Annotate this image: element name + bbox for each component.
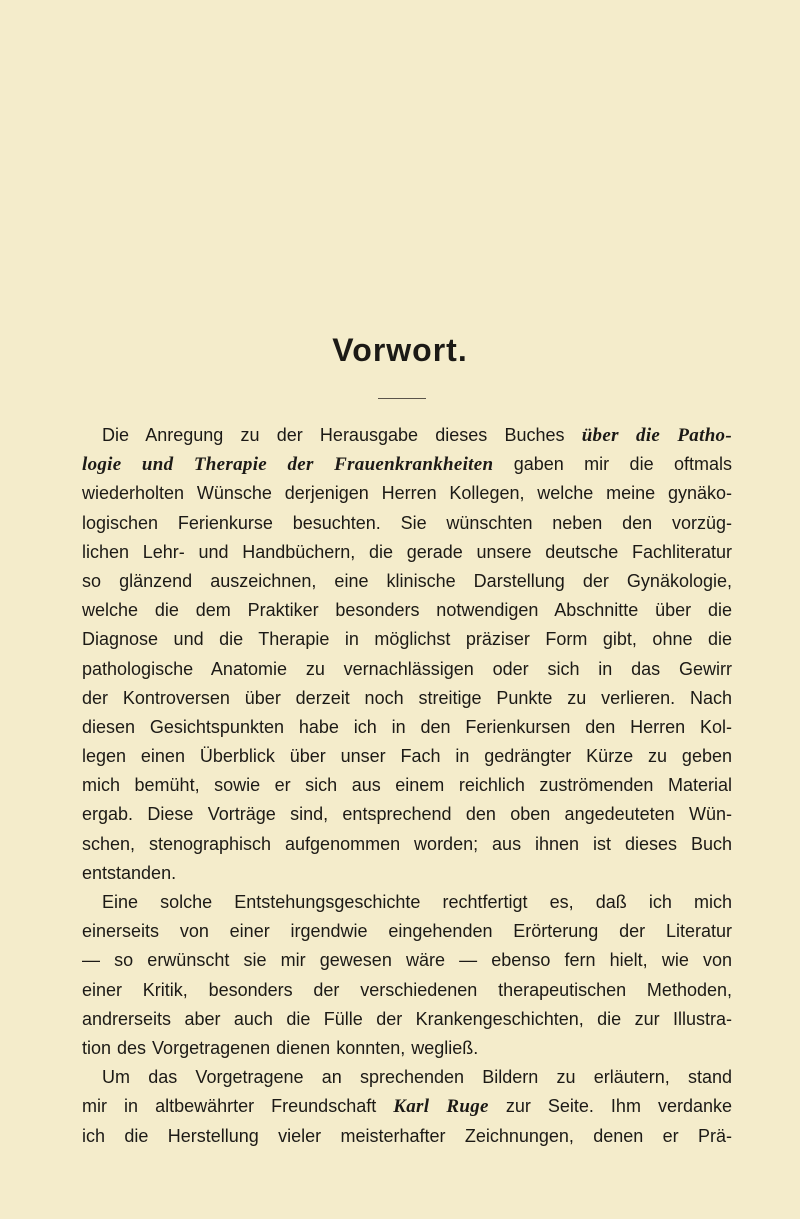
text-segment: ergab. Diese Vorträge sind, entsprechend den oben angedeuteten Wün-: [82, 804, 732, 825]
page-title: Vorwort.: [332, 332, 468, 368]
text-segment: ich die Herstellung vieler meisterhafter Zeichnungen, denen er Prä-: [82, 1125, 732, 1146]
text-segment: mich bemüht, sowie er sich aus einem reichlich zuströmenden Material: [82, 775, 732, 796]
text-line: [82, 684, 732, 713]
text-line: [82, 771, 732, 800]
text-segment: lichen Lehr- und Handbüchern, die gerade unsere deutsche Fachliteratur: [82, 541, 732, 562]
text-line: [82, 917, 732, 946]
text-segment: logischen Ferienkurse besuchten. Sie wünschten neben den vorzüg-: [82, 512, 732, 533]
emphasized-text: logie und Therapie der Frauenkrankheiten: [82, 454, 494, 476]
text-segment: Um das Vorgetragene an sprechenden Bildern zu erläutern, stand: [102, 1067, 732, 1088]
text-segment: diesen Gesichtspunkten habe ich in den Ferienkursen den Herren Kol-: [82, 716, 732, 737]
body-text: [82, 421, 732, 1151]
text-line: [82, 976, 732, 1005]
text-segment: Eine solche Entstehungsgeschichte rechtfertigt es, daß ich mich: [102, 892, 732, 912]
text-line: [82, 800, 732, 829]
text-segment: Diagnose und die Therapie in möglichst präziser Form gibt, ohne die: [82, 629, 732, 650]
text-line: [82, 655, 732, 684]
text-line: [82, 1005, 732, 1034]
text-line: [82, 509, 732, 538]
text-segment: so glänzend auszeichnen, eine klinische Darstellung der Gynäkologie,: [82, 570, 732, 591]
text-line: [82, 742, 732, 771]
text-line: [82, 1063, 732, 1092]
text-segment: — so erwünscht sie mir gewesen wäre — ebenso fern hielt, wie von: [82, 950, 732, 971]
text-line: [82, 713, 732, 742]
text-segment: einer Kritik, besonders der verschiedenen therapeutischen Methoden,: [82, 979, 732, 1000]
text-segment: tion des Vorgetragenen dienen konnten, wegließ.: [82, 1037, 479, 1058]
text-line: [82, 830, 732, 859]
text-segment: zur Seite. Ihm verdanke: [488, 1096, 733, 1117]
text-line: [82, 625, 732, 654]
text-line: [82, 1122, 732, 1151]
text-segment: welche die dem Praktiker besonders notwendigen Abschnitte über die: [82, 600, 732, 621]
text-segment: Die Anregung zu der Herausgabe dieses Buches: [102, 425, 582, 445]
text-line: [82, 479, 732, 508]
text-segment: wiederholten Wünsche derjenigen Herren Kollegen, welche meine gynäko-: [82, 483, 732, 504]
text-line: [82, 1092, 732, 1121]
emphasized-text: über die Patho-: [581, 425, 732, 446]
emphasized-text: Karl Ruge: [393, 1096, 489, 1118]
text-line: [82, 859, 732, 888]
text-segment: gaben mir die oftmals: [493, 454, 732, 475]
text-segment: schen, stenographisch aufgenommen worden; aus ihnen ist dieses Buch: [82, 833, 732, 854]
text-line: [82, 538, 732, 567]
text-segment: legen einen Überblick über unser Fach in gedrängter Kürze zu geben: [82, 746, 732, 767]
text-segment: pathologische Anatomie zu vernachlässigen oder sich in das Gewirr: [82, 658, 732, 679]
text-segment: mir in altbewährter Freundschaft: [82, 1096, 394, 1117]
title-divider: [378, 398, 426, 399]
text-line: [82, 946, 732, 975]
text-line: [82, 450, 732, 479]
text-line: [82, 888, 732, 917]
text-segment: einerseits von einer irgendwie eingehenden Erörterung der Literatur: [82, 921, 732, 942]
text-line: [82, 567, 732, 596]
text-line: [82, 596, 732, 625]
text-segment: der Kontroversen über derzeit noch streitige Punkte zu verlieren. Nach: [82, 687, 732, 708]
text-line: [82, 1034, 732, 1063]
text-line: [82, 421, 732, 450]
text-segment: entstanden.: [82, 862, 177, 883]
text-segment: andrerseits aber auch die Fülle der Krankengeschichten, die zur Illustra-: [82, 1008, 732, 1029]
